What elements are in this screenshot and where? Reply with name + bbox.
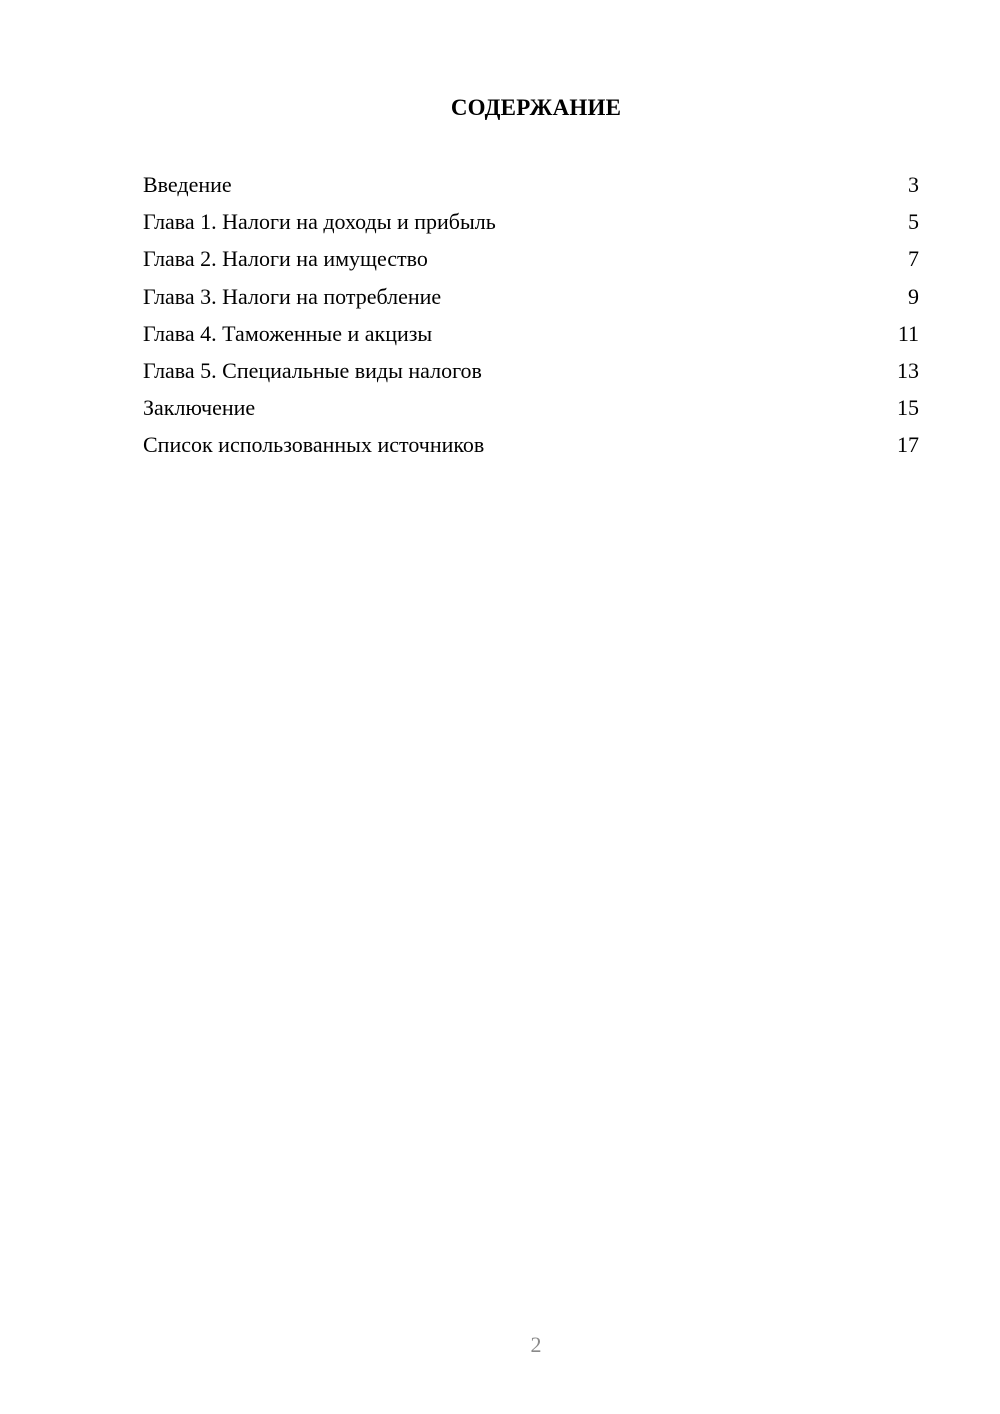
toc-entry-references xyxy=(143,428,919,465)
page-number: 2 xyxy=(530,1332,542,1357)
toc-entry-chapter-1 xyxy=(143,205,919,242)
toc-entry-page: 5 xyxy=(908,209,919,235)
toc-entry-label: Глава 1. Налоги на доходы и прибыль xyxy=(143,209,496,235)
toc-entry-page: 11 xyxy=(897,320,919,346)
toc-entry-label: Глава 3. Налоги на потребление xyxy=(143,283,442,309)
toc-entry-label: Заключение xyxy=(143,395,256,421)
toc-entry-page: 13 xyxy=(897,357,919,383)
toc-entry-page: 15 xyxy=(897,395,919,421)
page-title: СОДЕРЖАНИЕ xyxy=(450,95,622,120)
table-of-contents xyxy=(143,168,919,466)
toc-entry-label: Глава 5. Специальные виды налогов xyxy=(143,357,482,383)
toc-entry-chapter-4 xyxy=(143,317,919,354)
toc-entry-chapter-5 xyxy=(143,354,919,391)
toc-entry-label: Список использованных источников xyxy=(143,432,485,458)
toc-entry-chapter-2 xyxy=(143,242,919,279)
toc-entry-label: Введение xyxy=(143,172,232,197)
toc-entry-label: Глава 2. Налоги на имущество xyxy=(143,246,428,272)
toc-entry-page: 3 xyxy=(908,172,919,197)
toc-entry-introduction xyxy=(143,168,919,205)
toc-entry-page: 17 xyxy=(897,432,919,458)
toc-entry-chapter-3 xyxy=(143,280,919,317)
toc-entry-label: Глава 4. Таможенные и акцизы xyxy=(143,320,433,346)
toc-entry-conclusion xyxy=(143,391,919,428)
toc-entry-page: 9 xyxy=(908,283,919,309)
toc-entry-page: 7 xyxy=(908,246,919,272)
